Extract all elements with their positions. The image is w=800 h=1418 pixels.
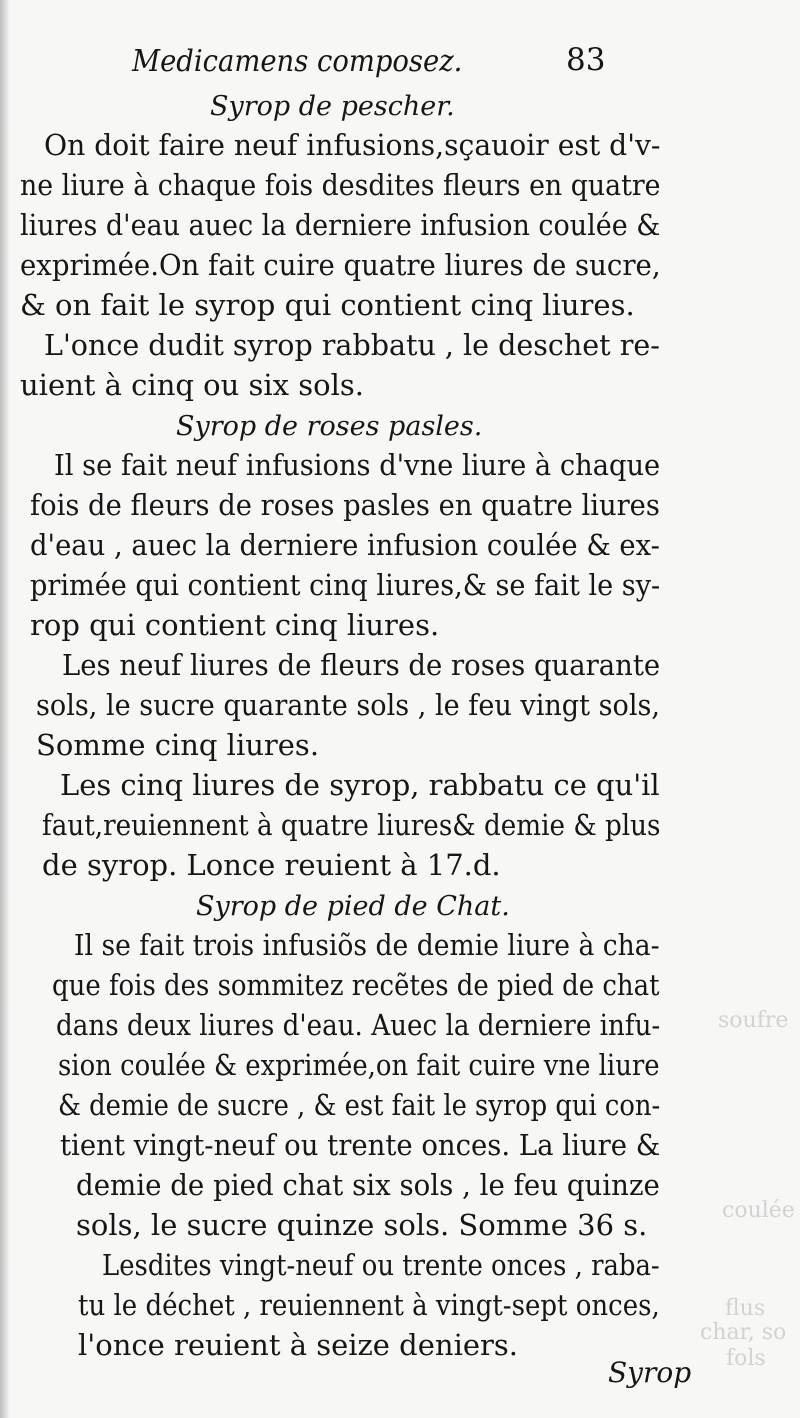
text-line: tient vingt-neuf ou trente onces. La liure &: [60, 1128, 661, 1162]
text-line: fois de fleurs de roses pasles en quatre liures: [30, 488, 660, 522]
text-line: sols, le sucre quinze sols. Somme 36 s.: [76, 1208, 648, 1242]
text-line: Lesdites vingt-neuf ou trente onces , raba-: [102, 1248, 660, 1282]
text-line: exprimée.On fait cuire quatre liures de sucre,: [20, 248, 661, 282]
text-line: dans deux liures d'eau. Auec la derniere infu-: [56, 1008, 661, 1042]
text-line: tu le déchet , reuiennent à vingt-sept onces,: [78, 1288, 660, 1322]
bleed-through-text: flus: [725, 1296, 766, 1321]
text-line: Les cinq liures de syrop, rabbatu ce qu'il: [60, 768, 660, 802]
text-line: ne liure à chaque fois desdites fleurs en quatre: [20, 168, 661, 202]
bleed-through-text: fols: [726, 1346, 766, 1371]
bleed-through-text: coulée: [722, 1198, 795, 1223]
text-line: l'once reuient à seize deniers.: [78, 1328, 518, 1362]
section-heading: Syrop de roses pasles.: [176, 411, 483, 442]
text-line: liures d'eau auec la derniere infusion coulée &: [20, 208, 661, 242]
text-line: de syrop. Lonce reuient à 17.d.: [42, 848, 501, 882]
text-line: L'once dudit syrop rabbatu , le deschet re-: [44, 328, 660, 362]
running-title: Medicamens composez.: [132, 44, 463, 79]
section-heading: Syrop de pied de Chat.: [196, 891, 510, 922]
text-line: d'eau , auec la derniere infusion coulée & ex-: [30, 528, 660, 562]
text-line: uient à cinq ou six sols.: [20, 368, 364, 402]
text-line: rop qui contient cinq liures.: [30, 608, 440, 642]
catchword: Syrop: [608, 1356, 692, 1389]
text-line: Somme cinq liures.: [36, 728, 320, 762]
text-line: demie de pied chat six sols , le feu quinze: [76, 1168, 660, 1202]
text-line: Les neuf liures de fleurs de roses quarante: [62, 648, 661, 682]
bleed-through-text: soufre: [718, 1008, 789, 1033]
section-heading: Syrop de pescher.: [210, 91, 455, 122]
text-line: Il se fait trois infusiõs de demie liure à cha-: [74, 928, 660, 962]
text-line: primée qui contient cinq liures,& se fait le sy-: [30, 568, 661, 602]
bleed-through-text: char, so: [700, 1320, 787, 1345]
text-line: & demie de sucre , & est fait le syrop qui con-: [58, 1088, 661, 1122]
text-line: Il se fait neuf infusions d'vne liure à chaque: [54, 448, 661, 482]
text-line: que fois des sommitez recẽtes de pied de chat: [52, 968, 660, 1002]
text-line: faut,reuiennent à quatre liures& demie & plus: [42, 808, 661, 842]
page-number: 83: [566, 42, 606, 78]
text-line: On doit faire neuf infusions,sçauoir est d'v-: [44, 128, 661, 162]
text-line: & on fait le syrop qui contient cinq liures.: [20, 288, 635, 322]
text-line: sion coulée & exprimée,on fait cuire vne liure: [58, 1048, 660, 1082]
page-edge-shadow: [0, 0, 10, 1418]
text-line: sols, le sucre quarante sols , le feu vingt sols,: [36, 688, 661, 722]
